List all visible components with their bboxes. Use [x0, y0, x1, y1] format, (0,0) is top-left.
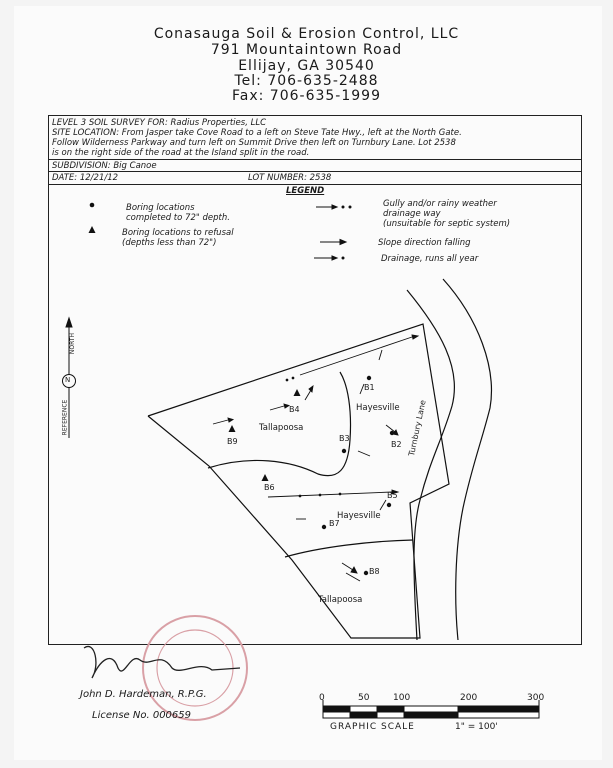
site-location-line-1: SITE LOCATION: From Jasper take Cove Road to a left on Steve Tate Hwy., left at the North Gate.: [52, 128, 462, 138]
site-location-line-3: is on the right side of the road at the Island split in the road.: [52, 148, 310, 158]
boring-b4-triangle-icon: [294, 389, 301, 396]
legend-boring-refusal: Boring locations to refusal (depths less than 72"): [122, 228, 234, 248]
soil-label-hayesville-lower: Hayesville: [337, 511, 381, 521]
boring-label-b3: B3: [339, 434, 350, 443]
legend-slope: Slope direction falling: [378, 238, 471, 248]
legend-slope-arrow-icon: [320, 240, 346, 245]
boring-b6-triangle-icon: [262, 474, 269, 481]
scale-tick-300: 300: [527, 693, 545, 703]
license-number: License No. 000659: [92, 710, 192, 721]
legend-gully-symbol-icon: [316, 205, 351, 209]
company-fax: Fax: 706-635-1999: [232, 88, 381, 104]
signature-scribble: [84, 646, 240, 678]
soil-label-tallapoosa-upper: Tallapoosa: [259, 423, 304, 433]
company-tel: Tel: 706-635-2488: [234, 73, 379, 89]
road-edge-right: [443, 279, 491, 640]
company-address: 791 Mountaintown Road: [210, 42, 403, 58]
road-edge-left: [407, 290, 454, 640]
subdivision: SUBDIVISION: Big Canoe: [52, 161, 157, 171]
engineer-name: John D. Hardeman, R.P.G.: [80, 689, 207, 700]
survey-date: DATE: 12/21/12: [52, 173, 119, 183]
north-label: NORTH: [69, 332, 77, 355]
legend-boring-complete: Boring locations completed to 72" depth.: [126, 203, 230, 223]
legend-boring-dot-icon: [90, 203, 95, 208]
scale-tick-200: 200: [460, 693, 478, 703]
company-city: Ellijay, GA 30540: [238, 58, 375, 74]
boring-b7-dot-icon: [322, 525, 326, 529]
reference-label: REFERENCE: [61, 399, 69, 436]
survey-title: LEVEL 3 SOIL SURVEY FOR: Radius Properties, LLC: [52, 118, 267, 128]
scale-ratio: 1" = 100': [455, 722, 498, 732]
boring-label-b4: B4: [289, 405, 300, 414]
scale-label: GRAPHIC SCALE: [330, 722, 415, 732]
boring-label-b8: B8: [369, 567, 380, 576]
legend-title: LEGEND: [286, 186, 325, 196]
legend-drainage-symbol-icon: [314, 256, 344, 260]
legend-refusal-triangle-icon: [89, 226, 96, 233]
boring-b8-dot-icon: [364, 571, 368, 575]
scale-tick-0: 0: [319, 693, 325, 703]
boring-b5-dot-icon: [387, 503, 391, 507]
boring-b1-dot-icon: [367, 376, 371, 380]
boring-b3-dot-icon: [342, 449, 346, 453]
legend-gully: Gully and/or rainy weather drainage way (unsuitable for septic system): [383, 199, 511, 229]
boring-label-b1: B1: [364, 383, 375, 392]
boring-b9-triangle-icon: [229, 425, 236, 432]
scale-tick-50: 50: [358, 693, 370, 703]
soil-label-tallapoosa-lower: Tallapoosa: [318, 595, 363, 605]
lot-number: LOT NUMBER: 2538: [248, 173, 332, 183]
boring-b2-dot-icon: [390, 431, 394, 435]
road-label: Turnbury Lane: [407, 399, 428, 457]
graphic-scale-bar: [323, 700, 539, 718]
drainage-line-upper: [286, 335, 418, 381]
scale-tick-100: 100: [393, 693, 411, 703]
north-symbol: N: [65, 376, 71, 384]
company-name: Conasauga Soil & Erosion Control, LLC: [153, 26, 460, 42]
boring-label-b7: B7: [329, 519, 340, 528]
boring-label-b5: B5: [387, 491, 398, 500]
soil-boundary-2: [285, 540, 413, 557]
soil-label-hayesville-upper: Hayesville: [356, 403, 400, 413]
site-location-line-2: Follow Wilderness Parkway and turn left on Summit Drive then left on Turnbury Lane. Lot 2538: [52, 138, 456, 148]
boring-label-b2: B2: [391, 440, 402, 449]
lot-boundary: [148, 324, 449, 638]
legend-drainage: Drainage, runs all year: [381, 254, 479, 264]
boring-label-b6: B6: [264, 483, 275, 492]
drainage-line-middle: [268, 490, 398, 497]
boring-label-b9: B9: [227, 437, 238, 446]
